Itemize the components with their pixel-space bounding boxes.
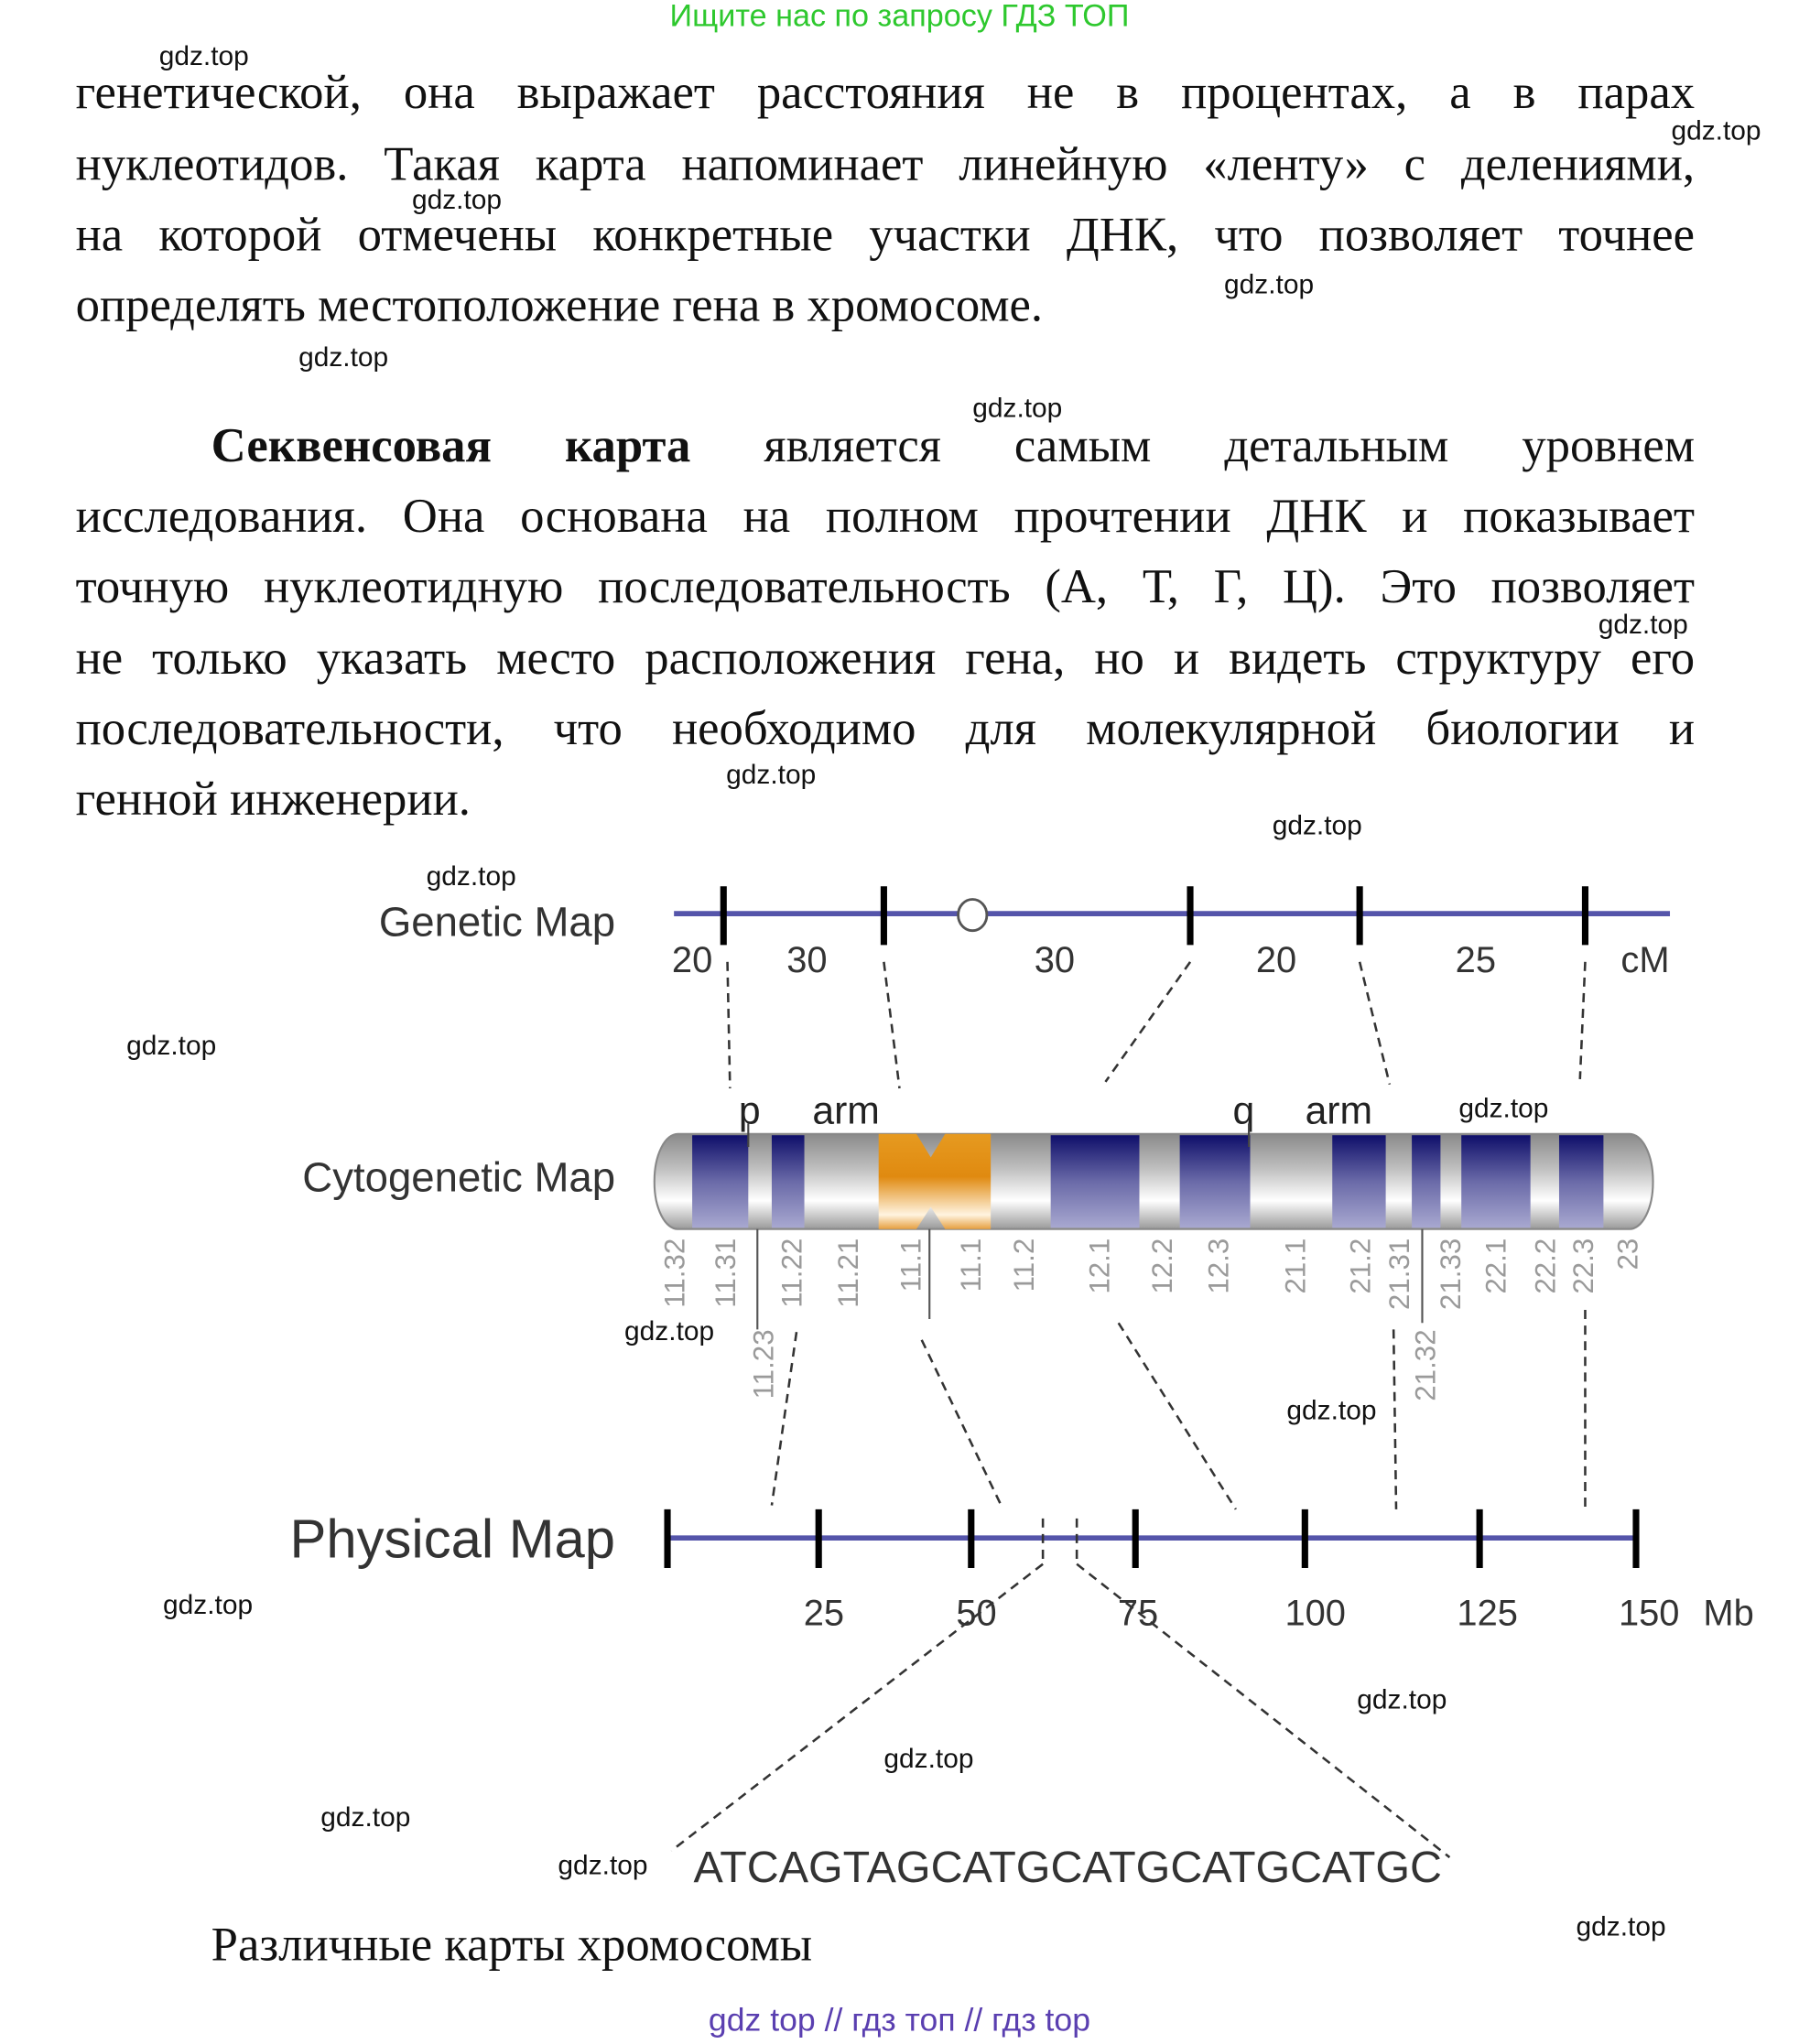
text-line: определять местоположение гена в хромосоме. [75,278,1044,333]
cytogenetic-map [302,1088,1653,1509]
band-label: 22.1 [1479,1238,1512,1294]
text-line: на которой отмечены конкретные участки ДНК, что позволяет точнее [75,208,1696,263]
band-label: 23 [1611,1238,1644,1271]
physical-tick-label: 100 [1284,1593,1346,1634]
watermark: gdz.top [126,1031,217,1062]
watermark: gdz.top [1357,1685,1447,1715]
watermark: gdz.top [158,41,249,72]
connector-dashed [1105,962,1190,1082]
band-label: 12.2 [1146,1238,1179,1294]
chromosome-band [1180,1135,1251,1227]
band-label: 11.2 [1008,1238,1041,1292]
band-label: 22.3 [1567,1238,1600,1294]
cytogenetic-map-label: Cytogenetic Map [302,1153,616,1201]
watermark: gdz.top [883,1744,974,1774]
band-label: 11.31 [710,1238,742,1308]
genetic-map-label: Genetic Map [378,898,616,946]
physical-map [289,1509,1753,1857]
term-bold: Секвенсовая карта [211,419,691,473]
watermark: gdz.top [726,760,817,790]
band-label: 22.2 [1529,1238,1562,1294]
watermark: gdz.top [1458,1093,1549,1124]
p-arm-letter: p [738,1088,761,1133]
arm-label: arm [812,1088,880,1133]
chromosome-band [1412,1135,1440,1227]
band-label: 12.3 [1202,1238,1235,1294]
physical-unit-label: Mb [1703,1593,1754,1634]
text-line: последовательности, что необходимо для молекулярной биологии и [75,702,1696,756]
connector-dashed [1393,1329,1396,1509]
figure-caption: Различные карты хромосомы [211,1918,813,1973]
watermark: gdz.top [1598,610,1688,641]
watermark: gdz.top [558,1850,648,1881]
genetic-unit-label: cM [1620,940,1670,981]
genetic-interval-label: 20 [671,940,713,981]
physical-tick-label: 25 [803,1593,845,1634]
centromere-marker [959,899,987,930]
watermark: gdz.top [624,1316,715,1346]
watermark: gdz.top [1576,1911,1666,1942]
footer-links[interactable]: gdz top // гдз топ // гдз top [708,2002,1091,2039]
band-label: 21.33 [1434,1238,1467,1311]
text-line: нуклеотидов. Такая карта напоминает линейную «ленту» с делениями, [75,137,1696,192]
chromosome-band [1332,1135,1385,1227]
dna-sequence: ATCAGTAGCATGCATGCATGCATGC [693,1843,1443,1893]
band-label: 11.22 [775,1238,808,1308]
chromosome-band [772,1135,805,1227]
band-label: 11.1 [954,1238,987,1292]
chromosome-band [692,1135,748,1227]
physical-map-label: Physical Map [289,1508,616,1570]
chromosome-band [1051,1135,1140,1227]
physical-tick-label: 50 [956,1593,997,1634]
band-label: 12.1 [1083,1238,1116,1294]
text-line: генной инженерии. [75,773,471,827]
zoom-connector-dashed [671,1564,1043,1851]
genetic-interval-label: 20 [1255,940,1297,981]
physical-tick-label: 125 [1457,1593,1518,1634]
band-label: 11.1 [894,1238,927,1292]
text-line: не только указать место расположения гена, но и видеть структуру его [75,632,1696,686]
physical-tick-label: 75 [1117,1593,1159,1634]
genetic-interval-label: 25 [1455,940,1497,981]
band-label: 11.23 [747,1329,780,1400]
connector-dashed [922,1340,1002,1506]
band-label: 11.21 [831,1238,864,1308]
band-label: 21.1 [1279,1238,1312,1294]
chromosome-band [1461,1135,1530,1227]
connector-dashed [1119,1323,1236,1509]
genetic-interval-label: 30 [786,940,828,981]
connector-dashed [1580,962,1586,1079]
watermark: gdz.top [320,1802,411,1833]
watermark: gdz.top [972,394,1063,424]
text-span: является самым детальным уровнем [764,419,1696,473]
watermark: gdz.top [411,185,503,215]
q-arm-letter: q [1232,1088,1255,1133]
text-line: исследования. Она основана на полном прочтении ДНК и показывает [75,490,1696,544]
watermark: gdz.top [1224,269,1315,300]
text-line: генетической, она выражает расстояния не в процентах, а в парах [75,66,1696,120]
text-line: точную нуклеотидную последовательность (А, Т, Г, Ц). Это позволяет [75,560,1696,614]
header-banner[interactable]: Ищите нас по запросу ГДЗ ТОП [669,0,1130,35]
genetic-map [379,886,1670,1088]
chromosome-band [1559,1135,1603,1227]
arm-label: arm [1305,1088,1373,1133]
watermark: gdz.top [1671,115,1761,146]
band-label: 21.2 [1344,1238,1377,1294]
band-label: 21.31 [1383,1238,1416,1311]
connector-dashed [728,962,731,1088]
genetic-interval-label: 30 [1034,940,1076,981]
physical-tick-label: 150 [1618,1593,1680,1634]
connector-dashed [883,962,899,1088]
band-label: 11.32 [658,1238,691,1308]
watermark: gdz.top [426,861,516,892]
watermark: gdz.top [162,1590,254,1620]
watermark: gdz.top [298,342,389,373]
watermark: gdz.top [1272,810,1362,841]
watermark: gdz.top [1286,1395,1377,1426]
band-label: 21.32 [1409,1329,1442,1401]
connector-dashed [1360,962,1390,1085]
